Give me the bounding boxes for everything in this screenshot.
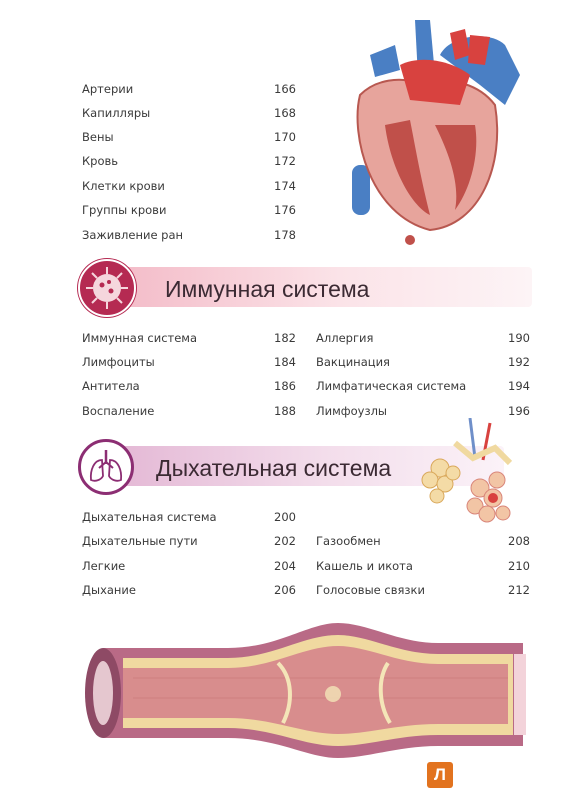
heart-illustration-icon	[330, 15, 530, 245]
entry-title: Легкие	[82, 559, 126, 573]
entry-title: Лимфатическая система	[316, 379, 467, 393]
blood-vessel-illustration-icon	[78, 618, 548, 760]
entry-page: 206	[274, 583, 296, 597]
entry-title: Газообмен	[316, 534, 381, 548]
toc-entry[interactable]	[82, 580, 296, 600]
entry-title: Лимфоузлы	[316, 404, 388, 418]
entry-page: 190	[508, 331, 530, 345]
entry-page: 172	[274, 154, 296, 168]
publisher-logo: Л	[427, 762, 453, 788]
entry-page: 212	[508, 583, 530, 597]
entry-page: 194	[508, 379, 530, 393]
toc-entry[interactable]	[82, 103, 296, 123]
entry-page: 174	[274, 179, 296, 193]
toc-entry[interactable]	[82, 376, 296, 396]
toc-entry[interactable]	[82, 79, 296, 99]
virus-icon	[78, 259, 136, 317]
toc-entry[interactable]	[82, 401, 296, 421]
toc-entry[interactable]	[82, 151, 296, 171]
entry-title: Вены	[82, 130, 114, 144]
entry-page: 188	[274, 404, 296, 418]
entry-title: Клетки крови	[82, 179, 165, 193]
toc-entry[interactable]	[82, 127, 296, 147]
entry-title: Иммунная система	[82, 331, 198, 345]
entry-page: 184	[274, 355, 296, 369]
entry-page: 186	[274, 379, 296, 393]
entry-page: 178	[274, 228, 296, 242]
toc-entry[interactable]	[316, 376, 530, 396]
entry-page: 210	[508, 559, 530, 573]
entry-title: Дыхание	[82, 583, 136, 597]
entry-title: Вакцинация	[316, 355, 390, 369]
toc-entry[interactable]	[82, 225, 296, 245]
entry-title: Кашель и икота	[316, 559, 413, 573]
entry-page: 196	[508, 404, 530, 418]
entry-page: 176	[274, 203, 296, 217]
entry-page: 204	[274, 559, 296, 573]
entry-title: Антитела	[82, 379, 140, 393]
entry-page: 200	[274, 510, 296, 524]
toc-entry[interactable]	[82, 556, 296, 576]
entry-title: Голосовые связки	[316, 583, 425, 597]
entry-page: 168	[274, 106, 296, 120]
entry-title: Лимфоциты	[82, 355, 155, 369]
entry-title: Дыхательные пути	[82, 534, 198, 548]
entry-page: 166	[274, 82, 296, 96]
toc-entry[interactable]	[316, 580, 530, 600]
entry-title: Дыхательная система	[82, 510, 217, 524]
toc-entry[interactable]	[316, 352, 530, 372]
toc-entry[interactable]	[82, 352, 296, 372]
entry-title: Аллергия	[316, 331, 374, 345]
entry-title: Группы крови	[82, 203, 167, 217]
entry-title: Артерии	[82, 82, 134, 96]
entry-title: Капилляры	[82, 106, 151, 120]
entry-page: 192	[508, 355, 530, 369]
entry-title: Заживление ран	[82, 228, 184, 242]
toc-entry[interactable]	[316, 556, 530, 576]
toc-entry[interactable]	[82, 531, 296, 551]
lungs-icon	[78, 439, 134, 495]
entry-title: Воспаление	[82, 404, 155, 418]
immune-section-title: Иммунная система	[165, 276, 370, 302]
respiratory-section-title: Дыхательная система	[156, 455, 392, 481]
toc-entry[interactable]	[82, 328, 296, 348]
entry-page: 170	[274, 130, 296, 144]
toc-entry[interactable]	[316, 531, 530, 551]
toc-entry[interactable]	[82, 176, 296, 196]
alveoli-illustration-icon	[415, 418, 525, 528]
toc-entry[interactable]	[316, 328, 530, 348]
entry-page: 208	[508, 534, 530, 548]
entry-title: Кровь	[82, 154, 119, 168]
entry-page: 182	[274, 331, 296, 345]
toc-entry[interactable]	[82, 200, 296, 220]
toc-entry[interactable]	[82, 507, 296, 527]
entry-page: 202	[274, 534, 296, 548]
